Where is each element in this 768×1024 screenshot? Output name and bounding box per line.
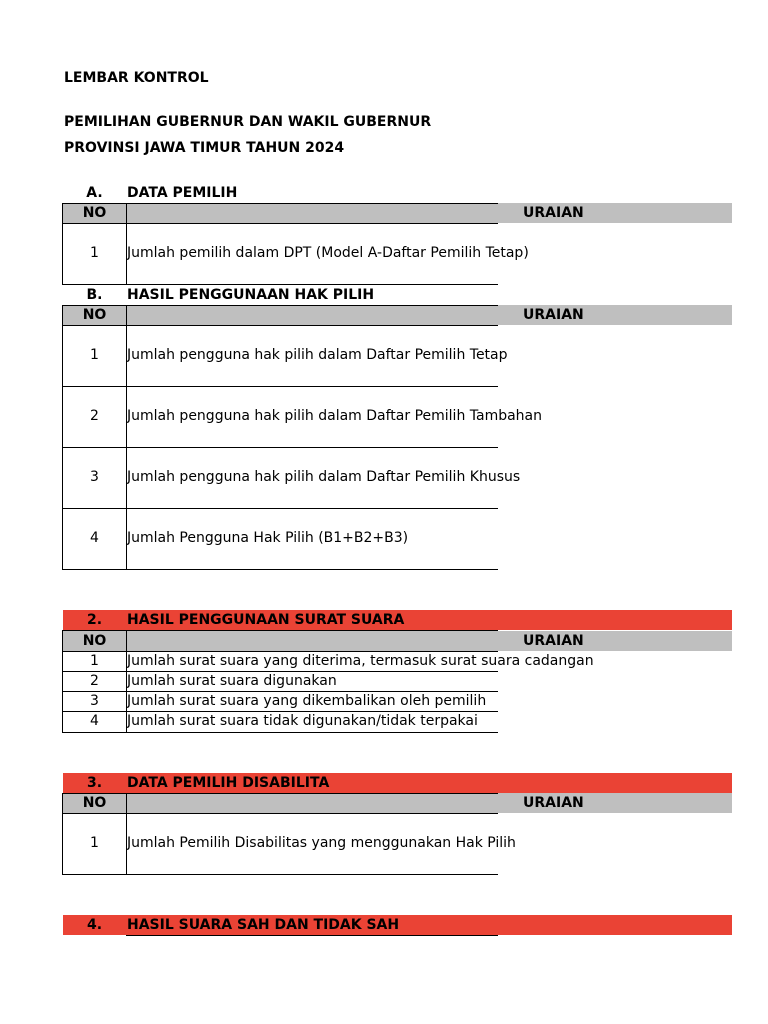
grid-line: [62, 793, 498, 794]
row-text: Jumlah pemilih dalam DPT (Model A-Daftar Pemilih Tetap): [127, 245, 529, 261]
grid-line: [62, 508, 498, 509]
column-no: NO: [82, 633, 107, 649]
grid-line: [62, 813, 498, 814]
row-number: 1: [90, 347, 99, 363]
section-3-letter: 3.: [86, 775, 103, 791]
column-uraian: URAIAN: [523, 307, 584, 323]
grid-line: [126, 630, 127, 733]
grid-line: [62, 305, 498, 306]
table-row: [63, 813, 516, 874]
grid-line: [62, 630, 498, 631]
row-text: Jumlah surat suara yang dikembalikan oleh pemilih: [127, 693, 487, 709]
row-text: Jumlah pengguna hak pilih dalam Daftar Pemilih Tetap: [127, 347, 508, 363]
grid-line: [62, 305, 63, 570]
row-number: 2: [90, 408, 99, 424]
grid-line: [62, 203, 498, 204]
row-text: Jumlah Pengguna Hak Pilih (B1+B2+B3): [127, 530, 409, 546]
grid-line: [62, 325, 498, 326]
row-number: 3: [90, 693, 99, 709]
table-row: [63, 386, 543, 447]
table-row: [63, 671, 498, 691]
section-a-letter: A.: [86, 185, 103, 201]
section-a-title: DATA PEMILIH: [127, 185, 238, 201]
grid-line: [62, 447, 498, 448]
row-text: Jumlah pengguna hak pilih dalam Daftar Pemilih Tambahan: [127, 408, 543, 424]
election-title: PEMILIHAN GUBERNUR DAN WAKIL GUBERNUR: [64, 114, 432, 130]
row-text: Jumlah pengguna hak pilih dalam Daftar Pemilih Khusus: [127, 469, 521, 485]
grid-line: [62, 284, 498, 285]
table-row: [63, 651, 594, 671]
row-number: 4: [90, 530, 99, 546]
row-number: 2: [90, 673, 99, 689]
grid-line: [62, 732, 498, 733]
column-no: NO: [82, 307, 107, 323]
grid-line: [62, 651, 498, 652]
row-number: 1: [90, 653, 99, 669]
row-number: 1: [90, 835, 99, 851]
grid-line: [62, 569, 498, 570]
grid-line: [62, 671, 498, 672]
column-no: NO: [82, 205, 107, 221]
section-b-title: HASIL PENGGUNAAN HAK PILIH: [127, 287, 375, 303]
section-2-letter: 2.: [86, 612, 103, 628]
table-row: [63, 223, 529, 284]
table-row: [63, 711, 498, 731]
grid-line: [62, 223, 498, 224]
row-text: Jumlah Pemilih Disabilitas yang menggunakan Hak Pilih: [127, 835, 516, 851]
grid-line: [62, 630, 63, 733]
section-3-table: [63, 813, 516, 874]
section-3-title: DATA PEMILIH DISABILITA: [127, 775, 330, 791]
table-row: [63, 508, 498, 569]
row-number: 3: [90, 469, 99, 485]
column-uraian: URAIAN: [523, 633, 584, 649]
grid-line: [126, 305, 127, 570]
row-number: 4: [90, 713, 99, 729]
grid-line: [126, 793, 127, 875]
column-uraian: URAIAN: [523, 795, 584, 811]
row-text: Jumlah surat suara tidak digunakan/tidak terpakai: [127, 713, 478, 729]
grid-line: [126, 203, 127, 285]
table-row: [63, 447, 521, 508]
grid-line: [62, 386, 498, 387]
row-number: 1: [90, 245, 99, 261]
column-uraian: URAIAN: [523, 205, 584, 221]
doc-title: LEMBAR KONTROL: [64, 70, 209, 86]
section-2-title: HASIL PENGGUNAAN SURAT SUARA: [127, 612, 405, 628]
table-row: [63, 325, 508, 386]
grid-line: [62, 874, 498, 875]
section-4-letter: 4.: [86, 917, 103, 933]
grid-line: [62, 691, 498, 692]
section-a-table: [63, 223, 529, 284]
grid-line: [62, 203, 63, 285]
grid-line: [62, 711, 498, 712]
table-row: [63, 691, 498, 711]
section-b-letter: B.: [86, 287, 103, 303]
row-text: Jumlah surat suara yang diterima, termasuk surat suara cadangan: [127, 653, 594, 669]
row-text: Jumlah surat suara digunakan: [127, 673, 337, 689]
grid-line: [62, 793, 63, 875]
column-no: NO: [82, 795, 107, 811]
section-4-title: HASIL SUARA SAH DAN TIDAK SAH: [127, 917, 400, 933]
province-title: PROVINSI JAWA TIMUR TAHUN 2024: [64, 140, 345, 156]
